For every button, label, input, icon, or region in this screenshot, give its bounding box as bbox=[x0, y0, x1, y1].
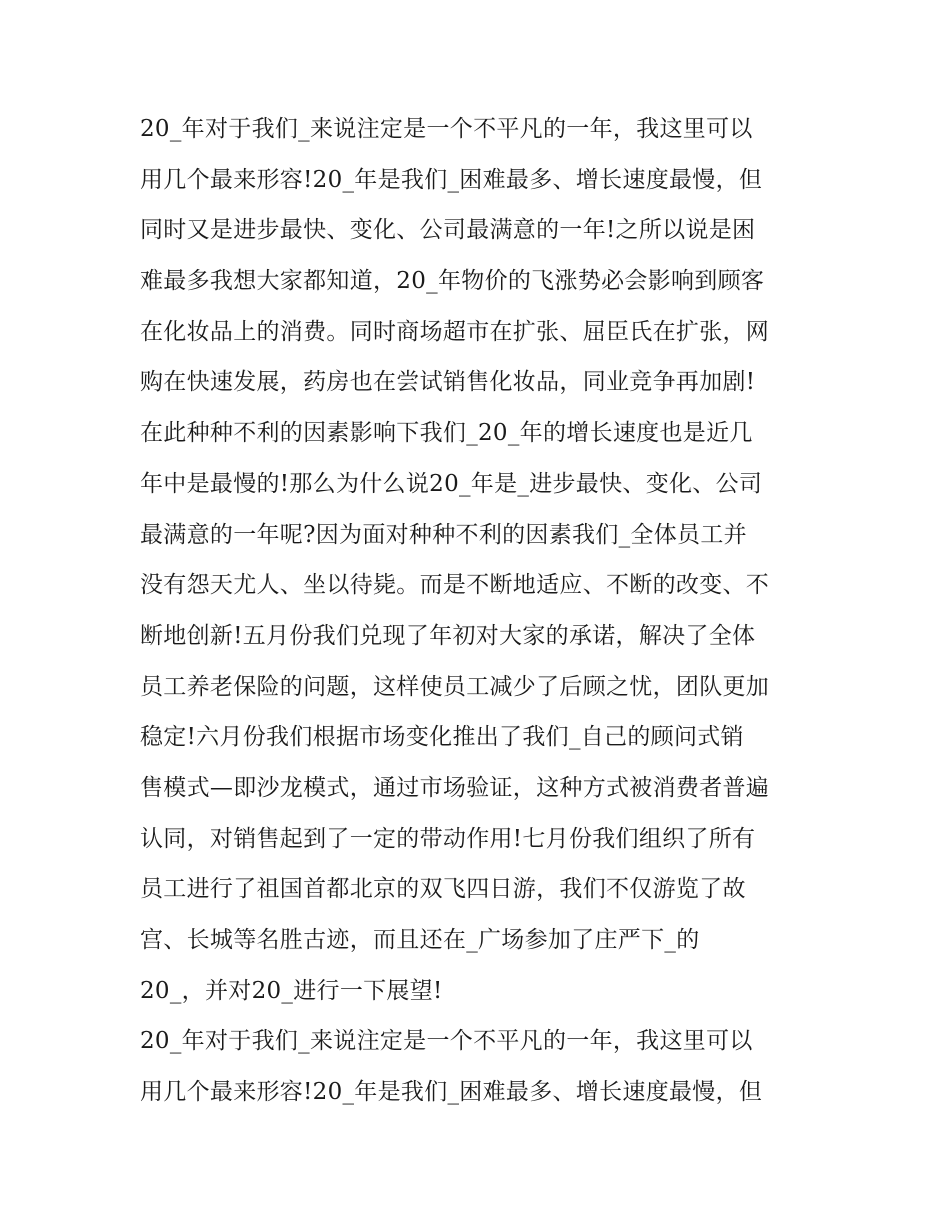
text-line: 稳定!六月份我们根据市场变化推出了我们_自己的顾问式销 bbox=[140, 724, 744, 751]
text-line: 在此种种不利的因素影响下我们_20_年的增长速度也是近几 bbox=[140, 420, 753, 447]
text-line: 在化妆品上的消费。同时商场超市在扩张、屈臣氏在扩张，网 bbox=[140, 318, 770, 345]
text-line: 员工养老保险的问题，这样使员工减少了后顾之忧，团队更加 bbox=[140, 673, 770, 700]
text-line: 20_，并对20_进行一下展望! bbox=[140, 977, 443, 1004]
text-line: 没有怨天尤人、坐以待毙。而是不断地适应、不断的改变、不 bbox=[140, 572, 770, 599]
text-line: 用几个最来形容!20_年是我们_困难最多、增长速度最慢，但 bbox=[140, 1079, 763, 1106]
text-line: 宫、长城等名胜古迹，而且还在_广场参加了庄严下_的 bbox=[140, 927, 700, 953]
text-line: 20_年对于我们_来说注定是一个不平凡的一年，我这里可以 bbox=[140, 116, 753, 142]
body-text bbox=[140, 104, 820, 1118]
text-line: 购在快速发展，药房也在尝试销售化妆品，同业竞争再加剧! bbox=[140, 369, 756, 396]
text-line: 用几个最来形容!20_年是我们_困难最多、增长速度最慢，但 bbox=[140, 166, 763, 193]
text-line: 20_年对于我们_来说注定是一个不平凡的一年，我这里可以 bbox=[140, 1028, 753, 1055]
text-line: 最满意的一年呢?因为面对种种不利的因素我们_全体员工并 bbox=[140, 521, 747, 548]
text-line: 售模式—即沙龙模式，通过市场验证，这种方式被消费者普遍 bbox=[140, 774, 770, 801]
text-line: 难最多我想大家都知道，20_年物价的飞涨势必会影响到顾客 bbox=[140, 268, 765, 295]
text-line: 认同，对销售起到了一定的带动作用!七月份我们组织了所有 bbox=[140, 825, 756, 852]
text-line: 员工进行了祖国首都北京的双飞四日游，我们不仅游览了故 bbox=[140, 876, 746, 903]
text-line: 同时又是进步最快、变化、公司最满意的一年!之所以说是困 bbox=[140, 217, 756, 244]
text-line: 断地创新!五月份我们兑现了年初对大家的承诺，解决了全体 bbox=[140, 622, 756, 649]
text-line: 年中是最慢的!那么为什么说20_年是_进步最快、变化、公司 bbox=[140, 470, 763, 497]
